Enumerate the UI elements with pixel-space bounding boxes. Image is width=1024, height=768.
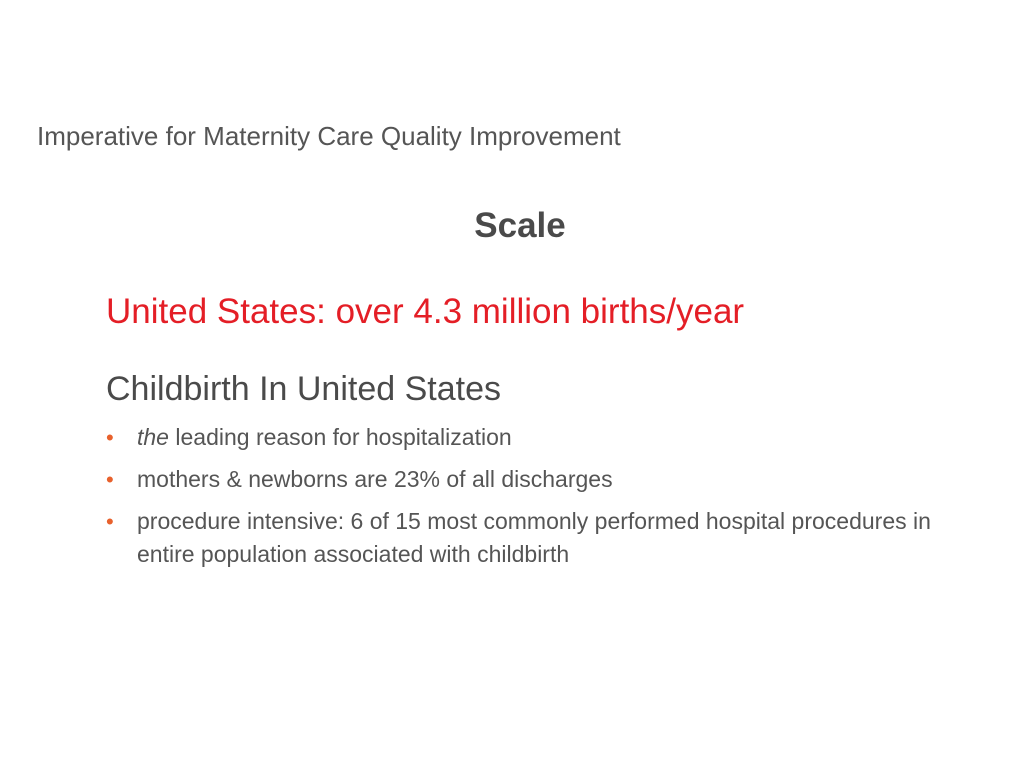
bullet-marker: •: [106, 509, 114, 534]
section-heading: Scale: [474, 206, 566, 245]
bullet-text: procedure intensive: 6 of 15 most commonly performed hospital procedures in entire population associated with childbirth: [137, 508, 931, 567]
bullet-marker: •: [106, 467, 114, 492]
subheading: Childbirth In United States: [106, 370, 501, 408]
bullet-text: mothers & newborns are 23% of all discharges: [137, 466, 613, 492]
bullet-text: leading reason for hospitalization: [168, 424, 512, 450]
bullet-marker: •: [106, 425, 114, 450]
bullet-list: [106, 421, 966, 580]
bullet-item: [106, 505, 966, 571]
headline: United States: over 4.3 million births/year: [106, 292, 745, 331]
bullet-item: [106, 463, 966, 496]
bullet-emphasis: the: [137, 424, 169, 450]
slide-title: Imperative for Maternity Care Quality Improvement: [37, 121, 621, 151]
bullet-item: [106, 421, 966, 454]
